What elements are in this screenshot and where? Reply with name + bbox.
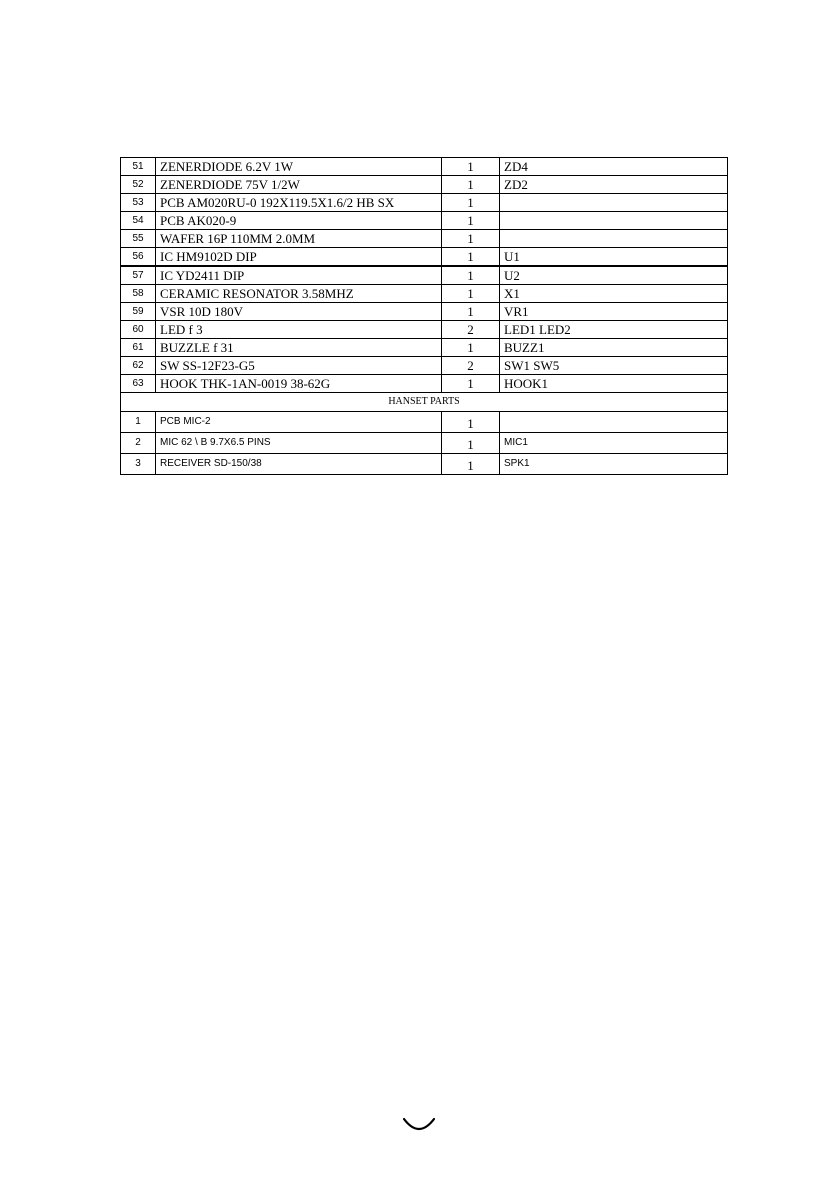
part-reference: VR1 <box>500 303 728 321</box>
table-row <box>121 230 728 248</box>
item-number: 58 <box>121 285 156 303</box>
item-number: 56 <box>121 248 156 267</box>
table-row <box>121 412 728 433</box>
part-description: WAFER 16P 110MM 2.0MM <box>156 230 442 248</box>
part-description: SW SS-12F23-G5 <box>156 357 442 375</box>
part-description: ZENERDIODE 6.2V 1W <box>156 158 442 176</box>
part-reference: X1 <box>500 285 728 303</box>
table-row <box>121 339 728 357</box>
item-number: 52 <box>121 176 156 194</box>
item-number: 51 <box>121 158 156 176</box>
part-quantity: 1 <box>442 176 500 194</box>
part-reference <box>500 230 728 248</box>
part-quantity: 1 <box>442 285 500 303</box>
part-quantity: 1 <box>442 230 500 248</box>
part-quantity: 1 <box>442 375 500 393</box>
part-quantity: 2 <box>442 321 500 339</box>
part-description: ZENERDIODE 75V 1/2W <box>156 176 442 194</box>
part-description: MIC 62 \ B 9.7X6.5 PINS <box>156 433 442 454</box>
table-row <box>121 248 728 267</box>
part-reference <box>500 212 728 230</box>
part-reference: U2 <box>500 266 728 285</box>
table-row <box>121 375 728 393</box>
part-reference <box>500 412 728 433</box>
parts-list-body <box>121 158 728 475</box>
part-description: VSR 10D 180V <box>156 303 442 321</box>
part-reference: SPK1 <box>500 454 728 475</box>
part-description: IC HM9102D DIP <box>156 248 442 267</box>
section-header-row <box>121 393 728 412</box>
part-description: PCB AK020-9 <box>156 212 442 230</box>
table-row <box>121 321 728 339</box>
parts-list-table <box>120 157 728 475</box>
item-number: 63 <box>121 375 156 393</box>
part-description: LED f 3 <box>156 321 442 339</box>
table-row <box>121 212 728 230</box>
table-row <box>121 454 728 475</box>
part-description: HOOK THK-1AN-0019 38-62G <box>156 375 442 393</box>
part-reference: ZD2 <box>500 176 728 194</box>
item-number: 53 <box>121 194 156 212</box>
part-quantity: 2 <box>442 357 500 375</box>
part-quantity: 1 <box>442 303 500 321</box>
part-reference: ZD4 <box>500 158 728 176</box>
table-row <box>121 194 728 212</box>
table-row <box>121 158 728 176</box>
table-row <box>121 285 728 303</box>
part-quantity: 1 <box>442 212 500 230</box>
table-row <box>121 303 728 321</box>
item-number: 2 <box>121 433 156 454</box>
part-reference: BUZZ1 <box>500 339 728 357</box>
table-row <box>121 433 728 454</box>
part-reference: MIC1 <box>500 433 728 454</box>
page-number-mark <box>402 1113 436 1135</box>
part-description: PCB MIC-2 <box>156 412 442 433</box>
part-reference: U1 <box>500 248 728 267</box>
table-row <box>121 357 728 375</box>
item-number: 60 <box>121 321 156 339</box>
item-number: 55 <box>121 230 156 248</box>
item-number: 59 <box>121 303 156 321</box>
part-description: RECEIVER SD-150/38 <box>156 454 442 475</box>
part-description: CERAMIC RESONATOR 3.58MHZ <box>156 285 442 303</box>
table-row <box>121 176 728 194</box>
item-number: 54 <box>121 212 156 230</box>
part-description: PCB AM020RU-0 192X119.5X1.6/2 HB SX <box>156 194 442 212</box>
item-number: 3 <box>121 454 156 475</box>
part-quantity: 1 <box>442 158 500 176</box>
table-row <box>121 266 728 285</box>
part-reference: LED1 LED2 <box>500 321 728 339</box>
item-number: 62 <box>121 357 156 375</box>
part-reference: HOOK1 <box>500 375 728 393</box>
part-quantity: 1 <box>442 412 500 433</box>
part-reference <box>500 194 728 212</box>
item-number: 57 <box>121 266 156 285</box>
part-reference: SW1 SW5 <box>500 357 728 375</box>
part-description: BUZZLE f 31 <box>156 339 442 357</box>
part-quantity: 1 <box>442 194 500 212</box>
part-quantity: 1 <box>442 266 500 285</box>
part-quantity: 1 <box>442 433 500 454</box>
part-quantity: 1 <box>442 454 500 475</box>
section-title: HANSET PARTS <box>121 393 728 412</box>
item-number: 61 <box>121 339 156 357</box>
part-quantity: 1 <box>442 248 500 267</box>
part-description: IC YD2411 DIP <box>156 266 442 285</box>
part-quantity: 1 <box>442 339 500 357</box>
item-number: 1 <box>121 412 156 433</box>
